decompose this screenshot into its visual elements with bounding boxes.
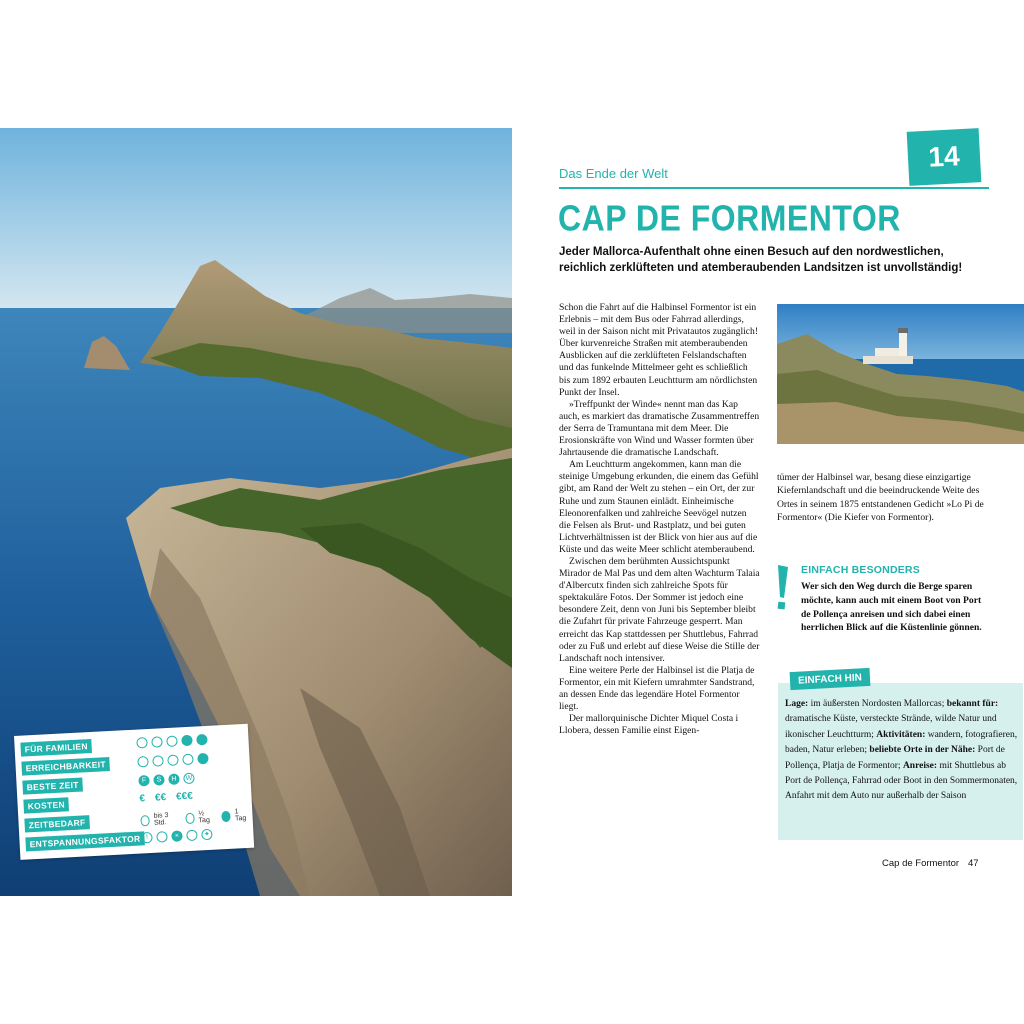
- smiley-icon: [167, 754, 179, 766]
- book-spread: [0, 128, 1024, 896]
- rating-row-access: ERREICHBARKEIT: [21, 756, 110, 776]
- info-badge: EINFACH HIN: [790, 668, 871, 690]
- season-icons: [138, 773, 194, 787]
- relax-icons: [141, 829, 212, 844]
- winter-icon: W: [183, 773, 195, 785]
- text-page: [512, 128, 1024, 896]
- cost-level-1: €: [139, 793, 146, 805]
- smiley-icon: [182, 754, 194, 766]
- family-rating-icons: [136, 734, 207, 749]
- body-text-column: [559, 302, 760, 737]
- body-paragraph: Der mallorquinische Dichter Miquel Costa i Llobera, dessen Familie einst Eigen-: [559, 713, 739, 737]
- body-paragraph: Zwischen dem berühmten Aussichtspunkt Mirador de Mal Pas und dem alten Wachturm Talaia d'Albercutx finden sich zahlreiche Spots für spektakuläre Fotos. Der Sommer ist jedoch eine besondere Zeit, denn von Juni bis September bleibt die Zufahrt für private Fahrzeuge gesperrt. Man erreicht das Kap stattdessen per Shuttlebus, Fahrrad oder zu Fuß und erlebt auf diese Weise die Stille der Landschaft noch intensiver.: [559, 555, 760, 664]
- warning-icon: !: [141, 832, 153, 844]
- info-label-activities: Aktivitäten:: [876, 729, 926, 740]
- smiley-icon: [166, 735, 178, 747]
- rating-row-season: BESTE ZEIT: [22, 776, 83, 794]
- info-label-arrival: Anreise:: [902, 760, 938, 771]
- exclamation-icon: [774, 564, 790, 612]
- lead-paragraph: Jeder Mallorca-Aufenthalt ohne einen Besuch auf den nordwestlichen, reichlich zerklüfteten und atemberaubenden Landsitzen ist unvollständig!: [559, 246, 963, 274]
- smiley-icon: [197, 753, 209, 765]
- info-text: Lage: im äußersten Nordosten Mallorcas; bekannt für: dramatische Küste, versteckte Strände, wilde Natur und ikonischer Leuchtturm; Aktivitäten: wandern, fotografieren, baden, Natur erleben; beliebte Orte in der Nähe: Port de Pollença, Platja de Formentor; Anreise: mit Shuttlebus ab Port de Pollença, Fahrrad oder Boot in den Sommermonaten, Anfahrt mit dem Auto nur außerhalb der Saison: [785, 699, 1018, 802]
- rating-row-time: ZEITBEDARF: [24, 814, 90, 832]
- smiley-icon: [181, 735, 193, 747]
- info-label-known-for: bekannt für:: [946, 699, 999, 709]
- rating-card: [14, 724, 254, 860]
- cost-level-2: €€: [154, 792, 167, 804]
- rating-row-family: FÜR FAMILIEN: [20, 738, 92, 757]
- cost-level-3: €€€: [175, 790, 194, 803]
- neutral-icon: [156, 831, 168, 843]
- section-kicker: Das Ende der Welt: [559, 166, 668, 181]
- access-rating-icons: [137, 753, 208, 768]
- header-rule: [559, 187, 989, 189]
- tip-text: Wer sich den Weg durch die Berge sparen möchte, kann auch mit einem Boot von Port de Pollença anreisen und sich dabei einen herrlichen Blick auf die Küstenlinie gönnen.: [801, 581, 982, 634]
- runner-icon: ✦: [201, 829, 213, 841]
- lighthouse-photo: [777, 304, 1024, 444]
- smiley-icon: [137, 756, 149, 768]
- cape-photo: [0, 128, 512, 896]
- clock-icon: [140, 815, 150, 826]
- page-number: 47: [968, 858, 979, 869]
- info-label-nearby: beliebte Orte in der Nähe:: [869, 745, 976, 756]
- smiley-icon: [151, 736, 163, 748]
- clock-icon: [221, 810, 231, 821]
- body-text-continued: tümer der Halbinsel war, besang diese einzigartige Kiefernlandschaft und die beeindruckende Weite des Ortes in seinem 1875 entstandenen Gedicht »Lo Pi de Formentor« (Die Kiefer von Formentor).: [777, 472, 984, 523]
- body-paragraph: »Treffpunkt der Winde« nennt man das Kap auch, es markiert das dramatische Zusammentreffen der Serra de Tramuntana mit dem Meer. Die Erosionskräfte von Wind und Wasser formten über Jahrtausende die dramatische Landschaft.: [559, 398, 760, 459]
- time-icons: bis 3 Std. ½ Tag 1 Tag: [140, 808, 253, 828]
- body-paragraph: Am Leuchtturm angekommen, kann man die steinige Umgebung erkunden, die einem das Gefühl gibt, am Rand der Welt zu stehen – ein Ort, der zur Ruhe und zum Staunen einlädt. Einheimische Eleonorenfalken und zahlreiche Seevögel nutzen die Felsen als Brut- und Rastplatz, und bei guten Lichtverhältnissen ist der Blick von hier aus auf die Küste und das weite Meer schlicht atemberaubend.: [559, 459, 759, 555]
- cross-icon: ×: [171, 830, 183, 842]
- spring-icon: F: [138, 775, 150, 787]
- autumn-icon: H: [168, 773, 180, 785]
- summer-icon: S: [153, 774, 165, 786]
- smiley-icon: [152, 755, 164, 767]
- rating-row-costs: KOSTEN: [23, 796, 69, 813]
- smiley-icon: [196, 734, 208, 746]
- info-label-lage: Lage:: [785, 699, 809, 709]
- clock-icon: [185, 812, 195, 823]
- body-paragraph: Eine weitere Perle der Halbinsel ist die Platja de Formentor, ein mit Kiefern umrahmter Sandstrand, an dessen Ende das legendäre Hotel Formentor liegt.: [559, 664, 755, 713]
- body-paragraph: Schon die Fahrt auf die Halbinsel Formentor ist ein Erlebnis – mit dem Bus oder Fahrrad allerdings, weil in der Saison nicht mit Privatautos zugänglich! Über kurvenreiche Straßen mit atemberaubenden Ausblicken auf die zerklüfteten Felslandschaften und das funkelnde Mittelmeer geht es schließlich bis zum 1892 erbauten Leuchtturm am nördlichsten Punkt der Insel.: [559, 302, 759, 398]
- rating-row-relax: ENTSPANNUNGSFAKTOR: [25, 830, 144, 851]
- chapter-number: 14: [907, 128, 982, 186]
- cost-icons: [139, 790, 199, 804]
- neutral-icon: [186, 830, 198, 842]
- tip-heading: EINFACH BESONDERS: [801, 564, 920, 576]
- page-title: CAP DE FORMENTOR: [558, 198, 901, 239]
- running-footer-title: Cap de Formentor: [882, 858, 960, 869]
- smiley-icon: [136, 737, 148, 749]
